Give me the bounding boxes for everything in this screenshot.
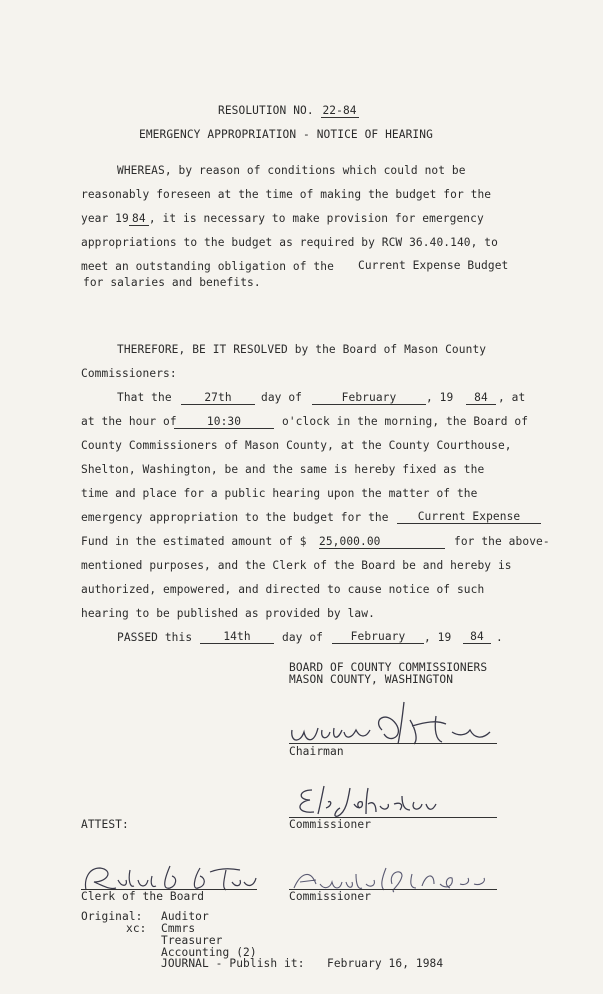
hearing-year-prefix: , 19: [426, 391, 454, 404]
document-subtitle: EMERGENCY APPROPRIATION - NOTICE OF HEARING: [139, 128, 433, 141]
original-label: Original:: [81, 910, 143, 923]
passed-year-prefix: , 19: [424, 631, 452, 644]
fund-name: Current Expense: [397, 510, 541, 524]
journal-publish-date: February 16, 1984: [327, 957, 444, 970]
hearing-month: February: [312, 391, 426, 405]
whereas-line-5: meet an outstanding obligation of the: [81, 260, 334, 273]
hearing-hour-prefix: at the hour of: [81, 415, 177, 428]
obligation-fill-1: Current Expense Budget: [358, 259, 509, 272]
whereas-line-3-rest: , it is necessary to make provision for emergency: [148, 212, 484, 225]
clerk-label: Clerk of the Board: [81, 890, 205, 903]
xc-label: xc:: [126, 922, 147, 935]
whereas-year-prefix: year 19: [81, 212, 129, 225]
passed-day: 14th: [200, 630, 274, 644]
passed-period: .: [496, 631, 503, 644]
xc-recipient: Cmmrs: [161, 922, 196, 935]
passed-year: 84: [463, 630, 491, 644]
hearing-day: 27th: [181, 391, 255, 405]
therefore-line-12: hearing to be published as provided by law.: [81, 607, 375, 620]
hearing-hour: 10:30: [174, 415, 274, 429]
xc-recipient: Treasurer: [161, 934, 223, 947]
therefore-line-1: THEREFORE, BE IT RESOLVED by the Board of Mason County: [117, 343, 487, 356]
resolution-label: RESOLUTION NO.: [218, 104, 314, 117]
xc-recipient: Accounting (2): [161, 946, 257, 959]
hearing-date-prefix: That the: [117, 391, 172, 404]
therefore-line-8: emergency appropriation to the budget for the: [81, 511, 389, 524]
therefore-line-2: Commissioners:: [81, 367, 177, 380]
whereas-line-4: appropriations to the budget as required by RCW 36.40.140, to: [81, 236, 498, 249]
resolution-heading: [218, 104, 359, 118]
therefore-line-11: authorized, empowered, and directed to cause notice of such: [81, 583, 485, 596]
obligation-fill-2: for salaries and benefits.: [83, 276, 261, 289]
hearing-year-suffix: , at: [498, 391, 526, 404]
whereas-line-2: reasonably foreseen at the time of making the budget for the: [81, 188, 492, 201]
hearing-day-of: day of: [261, 391, 303, 404]
therefore-line-9: Fund in the estimated amount of $: [81, 535, 307, 548]
therefore-line-9-suffix: for the above-: [454, 535, 550, 548]
hearing-year: 84: [466, 391, 496, 405]
passed-prefix: PASSED this: [117, 631, 193, 644]
original-recipient: Auditor: [161, 910, 209, 923]
attest-label: ATTEST:: [81, 818, 129, 831]
chairman-label: Chairman: [289, 745, 344, 758]
whereas-line-1: WHEREAS, by reason of conditions which could not be: [117, 164, 466, 177]
resolution-number: 22-84: [322, 104, 357, 117]
therefore-line-5: County Commissioners of Mason County, at the County Courthouse,: [81, 439, 512, 452]
commissioner-2-label: Commissioner: [289, 890, 372, 903]
whereas-line-3: [81, 212, 484, 226]
estimated-amount: 25,000.00: [319, 535, 445, 549]
therefore-line-10: mentioned purposes, and the Clerk of the Board be and hereby is: [81, 559, 512, 572]
commissioner-1-label: Commissioner: [289, 818, 372, 831]
whereas-year: 84: [129, 212, 149, 226]
passed-month: February: [332, 630, 424, 644]
chairman-signature-line: [289, 743, 497, 744]
journal-label: JOURNAL - Publish it:: [161, 957, 305, 970]
board-title: BOARD OF COUNTY COMMISSIONERS: [289, 661, 488, 674]
commissioner-1-signature: [292, 782, 452, 822]
hearing-hour-suffix: o'clock in the morning, the Board of: [282, 415, 529, 428]
board-county: MASON COUNTY, WASHINGTON: [289, 673, 454, 686]
therefore-line-7: time and place for a public hearing upon the matter of the: [81, 487, 478, 500]
therefore-line-6: Shelton, Washington, be and the same is hereby fixed as the: [81, 463, 485, 476]
passed-day-of: day of: [282, 631, 324, 644]
